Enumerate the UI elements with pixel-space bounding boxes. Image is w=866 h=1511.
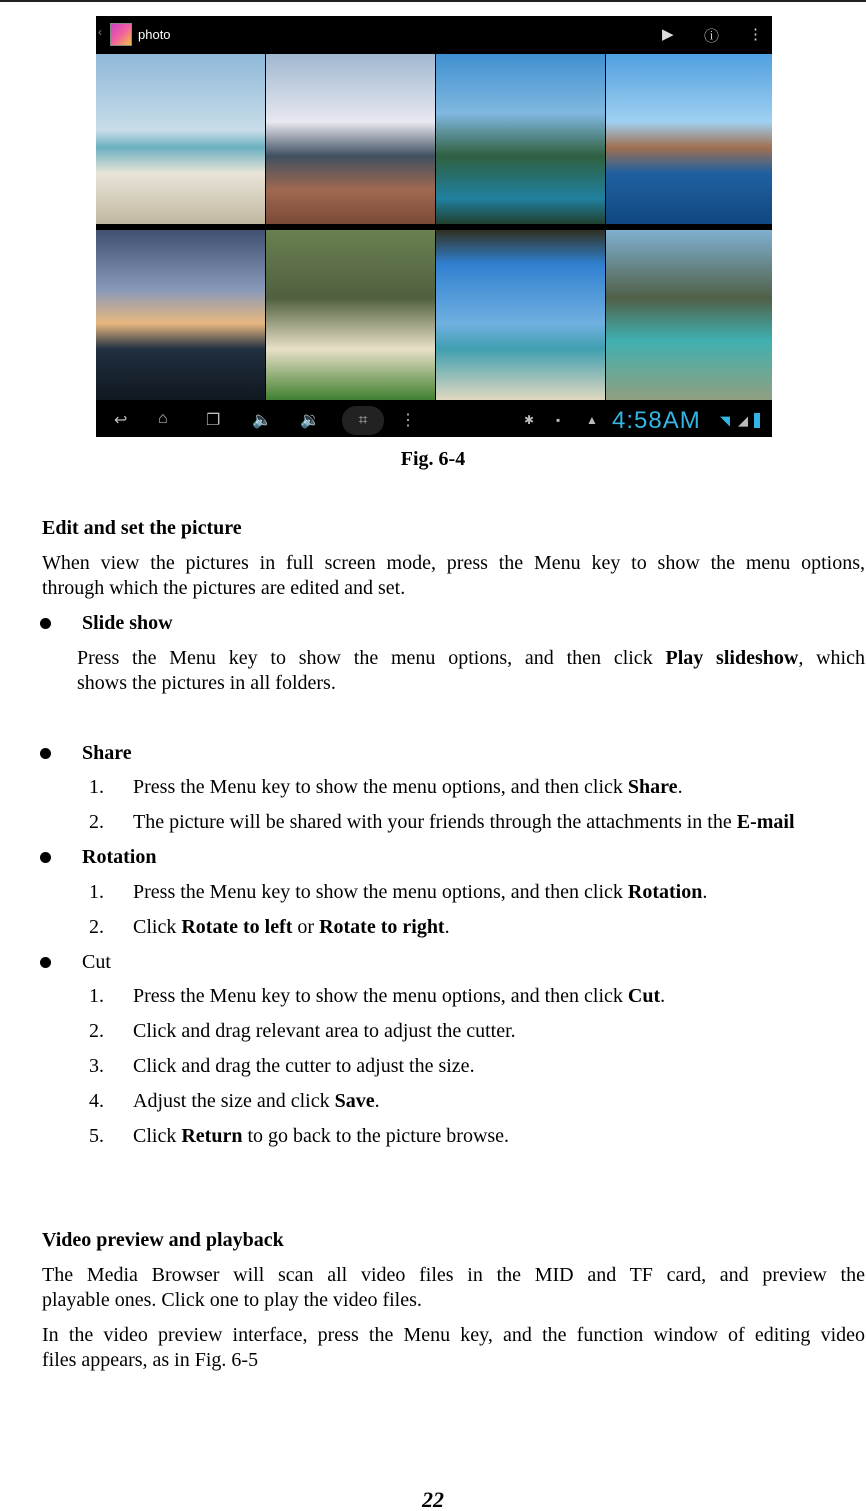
step-text xyxy=(133,880,707,905)
volume-down-icon[interactable]: 🔈 xyxy=(252,412,272,429)
bullet-icon xyxy=(40,852,51,863)
step-number: 1. xyxy=(89,881,104,903)
bold-term: Cut xyxy=(627,985,661,1007)
paragraph-line: files appears, as in Fig. 6-5 xyxy=(42,1349,259,1371)
text: . xyxy=(660,985,666,1007)
paragraph-line: playable ones. Click one to play the video files. xyxy=(42,1289,422,1311)
warning-icon: ▲ xyxy=(586,413,598,427)
text: Adjust the size and click xyxy=(133,1090,335,1112)
section-heading: Edit and set the picture xyxy=(42,517,242,539)
back-icon[interactable]: ↩ xyxy=(114,412,128,429)
text: Press the Menu key to show the menu options, and then click xyxy=(77,647,666,669)
app-title: photo xyxy=(138,27,171,42)
paragraph-line: In the video preview interface, press the Menu key, and the function window of editing video xyxy=(42,1324,865,1346)
paragraph-line: shows the pictures in all folders. xyxy=(77,672,336,694)
bullet-icon xyxy=(40,748,51,759)
step-number: 1. xyxy=(89,985,104,1007)
clock: 4:58AM xyxy=(612,407,701,434)
step-text: Click and drag the cutter to adjust the size. xyxy=(133,1055,475,1077)
gallery-app-icon xyxy=(110,23,132,46)
photo-thumbnail[interactable] xyxy=(606,54,772,224)
step-number: 4. xyxy=(89,1090,104,1112)
page-number: 22 xyxy=(422,1487,444,1511)
crop-icon[interactable]: ⌗ xyxy=(342,406,384,435)
photo-grid xyxy=(96,54,772,400)
text: Click xyxy=(133,916,182,938)
subheading-slideshow: Slide show xyxy=(82,612,173,634)
menu-dots-icon[interactable]: ⋮ xyxy=(400,412,416,429)
photo-thumbnail[interactable] xyxy=(96,230,265,400)
bold-term: Play slideshow xyxy=(665,647,799,669)
slideshow-icon: ▶ xyxy=(662,26,674,43)
gallery-screenshot xyxy=(96,16,772,437)
text: The picture will be shared with your friends through the attachments in the xyxy=(133,811,737,833)
step-text xyxy=(133,984,665,1009)
photo-thumbnail[interactable] xyxy=(266,54,435,224)
text: Press the Menu key to show the menu options, and then click xyxy=(133,881,628,903)
bullet-icon xyxy=(40,618,51,629)
back-caret-icon: ‹ xyxy=(98,25,102,39)
step-text xyxy=(133,1124,509,1149)
action-bar xyxy=(96,16,772,53)
step-text: Click and drag relevant area to adjust the cutter. xyxy=(133,1020,516,1042)
recent-apps-icon[interactable]: ❐ xyxy=(206,412,221,429)
text: or xyxy=(292,916,320,938)
step-text xyxy=(133,810,795,835)
bold-term: Rotation xyxy=(627,881,703,903)
text: . xyxy=(702,881,708,903)
home-icon[interactable]: ⌂ xyxy=(158,410,168,427)
subheading-cut: Cut xyxy=(82,951,111,973)
overflow-menu-icon: ⋮ xyxy=(748,26,763,43)
wifi-icon: ◥ xyxy=(720,413,730,428)
subheading-share: Share xyxy=(82,742,132,764)
bold-term: Rotate to right xyxy=(319,916,445,938)
text: Press the Menu key to show the menu options, and then click xyxy=(133,985,628,1007)
volume-up-icon[interactable]: 🔉 xyxy=(300,412,320,429)
text: . xyxy=(677,776,683,798)
bold-term: Share xyxy=(627,776,678,798)
step-number: 5. xyxy=(89,1125,104,1147)
section-heading: Video preview and playback xyxy=(42,1229,284,1251)
system-nav-bar xyxy=(96,404,772,437)
text: Press the Menu key to show the menu options, and then click xyxy=(133,776,628,798)
figure-caption: Fig. 6-4 xyxy=(400,448,466,470)
paragraph-line: The Media Browser will scan all video files in the MID and TF card, and preview the xyxy=(42,1264,865,1286)
bold-term: E-mail xyxy=(736,811,795,833)
photo-thumbnail[interactable] xyxy=(606,230,772,400)
bold-term: Rotate to left xyxy=(181,916,293,938)
step-number: 2. xyxy=(89,1020,104,1042)
sd-card-icon: ▪ xyxy=(556,413,561,427)
text: Click xyxy=(133,1125,182,1147)
paragraph-line: through which the pictures are edited and set. xyxy=(42,577,406,599)
step-number: 3. xyxy=(89,1055,104,1077)
bold-term: Save xyxy=(334,1090,375,1112)
top-rule xyxy=(0,0,866,2)
step-text xyxy=(133,915,450,940)
text: . xyxy=(444,916,450,938)
photo-thumbnail[interactable] xyxy=(436,54,605,224)
text: . xyxy=(374,1090,380,1112)
photo-thumbnail[interactable] xyxy=(266,230,435,400)
debug-icon: ✱ xyxy=(524,413,535,427)
bullet-icon xyxy=(40,957,51,968)
step-text xyxy=(133,1089,380,1114)
paragraph-line xyxy=(77,646,865,671)
text: , which xyxy=(798,647,865,669)
paragraph-line: When view the pictures in full screen mode, press the Menu key to show the menu options, xyxy=(42,552,865,574)
photo-thumbnail[interactable] xyxy=(96,54,265,224)
bold-term: Return xyxy=(181,1125,243,1147)
step-number: 1. xyxy=(89,776,104,798)
photo-thumbnail[interactable] xyxy=(436,230,605,400)
text: to go back to the picture browse. xyxy=(242,1125,510,1147)
step-text xyxy=(133,775,683,800)
battery-icon xyxy=(754,413,760,428)
info-icon: ⓘ xyxy=(704,28,720,45)
step-number: 2. xyxy=(89,811,104,833)
step-number: 2. xyxy=(89,916,104,938)
subheading-rotation: Rotation xyxy=(82,846,157,868)
signal-icon: ◢ xyxy=(738,413,748,428)
